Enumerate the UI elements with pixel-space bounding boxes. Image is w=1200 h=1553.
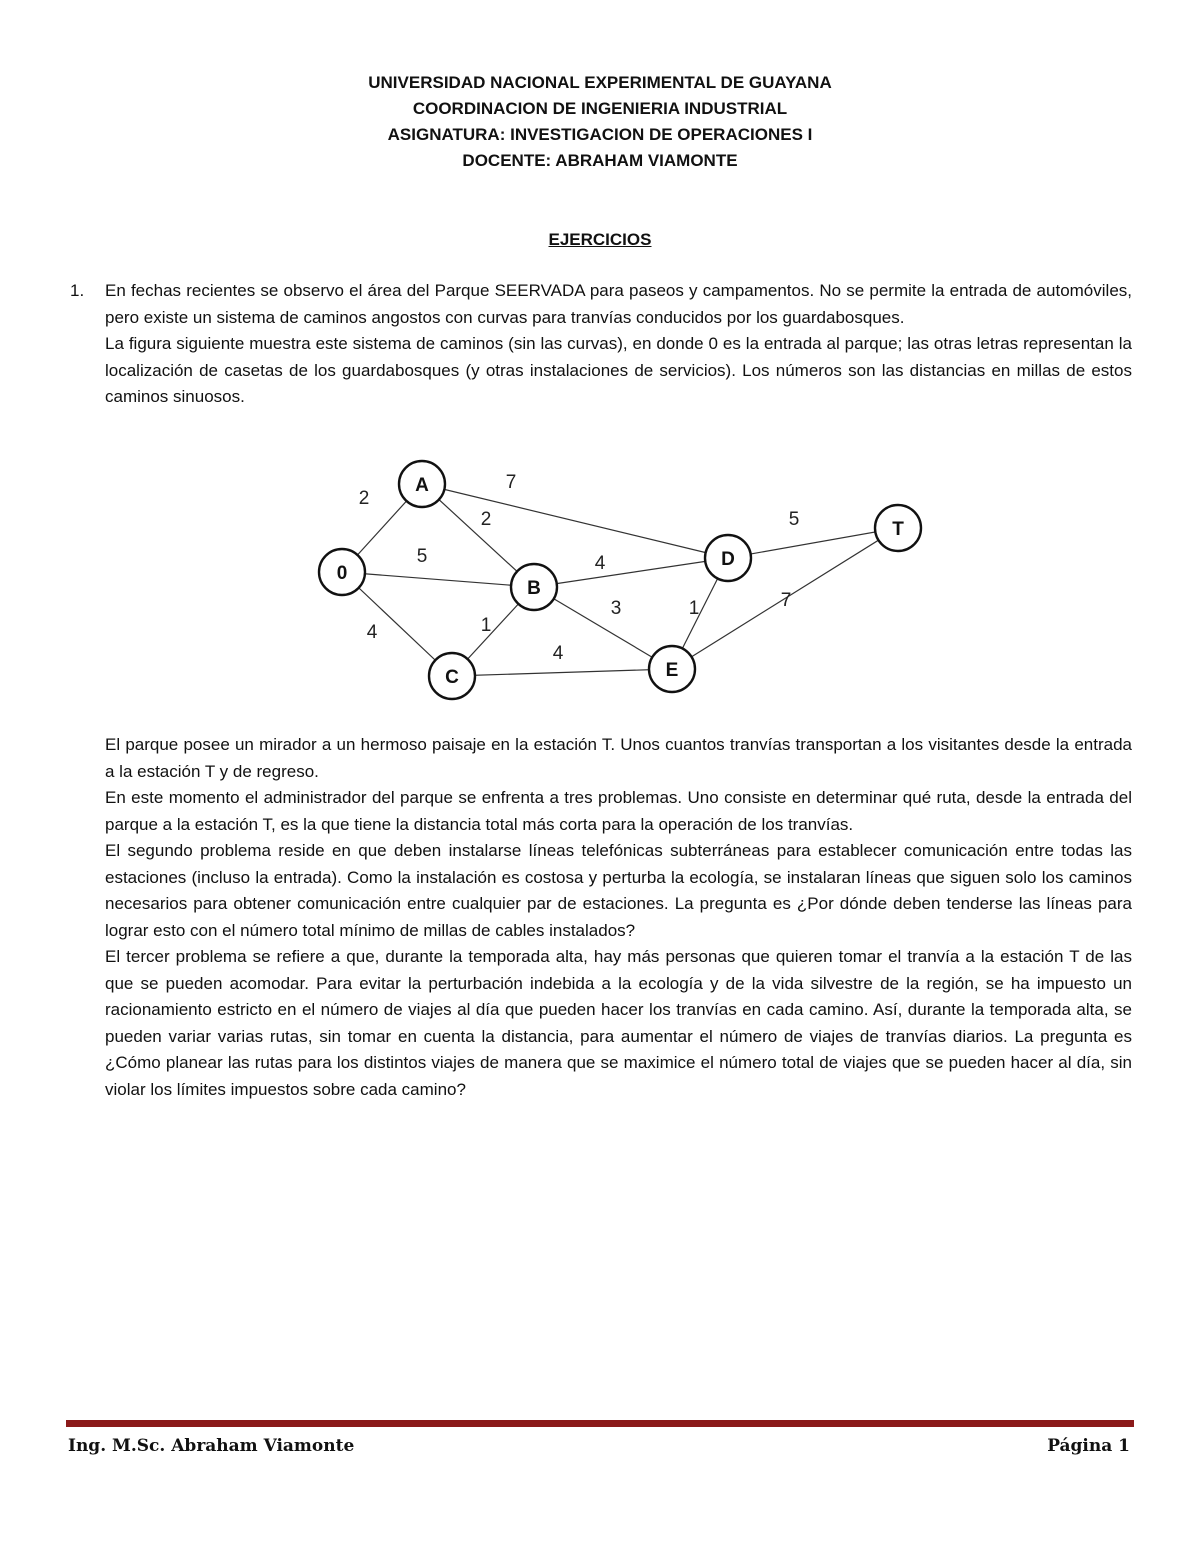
edge-weight-D-E: 1 xyxy=(688,598,700,619)
edge-weight-0-B: 5 xyxy=(416,546,428,567)
node-label: 0 xyxy=(336,563,348,584)
exercise-number: 1. xyxy=(70,281,85,300)
exercise-intro: En fechas recientes se observo el área del Parque SEERVADA para paseos y campamentos. No se permite la entrada de automóviles, pero existe un sistema de caminos angostos con curvas para tranvías conducidos por los guardabosques. xyxy=(105,281,1132,327)
paragraph-viewpoint: El parque posee un mirador a un hermoso paisaje en la estación T. Unos cuantos tranvías transportan a los visitantes desde la entrada a la estación T y de regreso. xyxy=(105,735,1132,781)
edge-weight-B-E: 3 xyxy=(610,598,622,619)
exercise-body xyxy=(105,278,1132,411)
edge-weight-D-T: 5 xyxy=(788,509,800,530)
figure-description: La figura siguiente muestra este sistema de caminos (sin las curvas), en donde 0 es la entrada al parque; las otras letras representan la localización de casetas de los guardabosques (y otras instalaciones de servicios). Los números son las distancias en millas de estos caminos sinuosos. xyxy=(105,334,1132,406)
node-label: B xyxy=(527,578,541,599)
paragraph-problem-2: El segundo problema reside en que deben instalarse líneas telefónicas subterráneas para establecer comunicación entre todas las estaciones (incluso la entrada). Como la instalación es costosa y perturba la ecología, se instalaran líneas que siguen solo los caminos necesarios para obtener comunicación entre cualquier par de estaciones. La pregunta es ¿Por dónde deben tenderse las líneas para lograr esto con el número total mínimo de millas de cables instalados? xyxy=(105,841,1132,940)
document-header xyxy=(0,70,1200,174)
problem-statements xyxy=(105,732,1132,1103)
node-label: E xyxy=(665,660,679,681)
footer-page-number: Página 1 xyxy=(1047,1436,1130,1456)
footer-author: Ing. M.Sc. Abraham Viamonte xyxy=(68,1436,355,1456)
node-B xyxy=(511,564,557,610)
network-diagram xyxy=(300,448,940,708)
section-title: EJERCICIOS xyxy=(548,230,652,249)
node-A xyxy=(399,461,445,507)
node-D xyxy=(705,535,751,581)
edge-weight-0-A: 2 xyxy=(358,488,370,509)
university-name: UNIVERSIDAD NACIONAL EXPERIMENTAL DE GUAYANA xyxy=(368,73,832,92)
coordination-name: COORDINACION DE INGENIERIA INDUSTRIAL xyxy=(412,99,788,118)
edge-weight-E-T: 7 xyxy=(780,590,792,611)
paragraph-problem-1: En este momento el administrador del parque se enfrenta a tres problemas. Uno consiste en determinar qué ruta, desde la entrada del parque a la estación T, es la que tiene la distancia total más corta para la operación de los tranvías. xyxy=(105,788,1132,834)
edge-C-E xyxy=(452,669,672,676)
node-label: T xyxy=(892,519,904,540)
edge-weight-B-C: 1 xyxy=(480,615,492,636)
footer-rule xyxy=(66,1420,1134,1427)
node-label: D xyxy=(721,549,735,570)
node-T xyxy=(875,505,921,551)
node-C xyxy=(429,653,475,699)
paragraph-problem-3: El tercer problema se refiere a que, durante la temporada alta, hay más personas que quieren tomar el tranvía a la estación T de las que se pueden acomodar. Para evitar la perturbación indebida a la ecología y de la vida silvestre de la región, se ha impuesto un racionamiento estricto en el número de viajes al día que pueden hacer los tranvías en cada camino. Así, durante la temporada alta, se pueden variar varias rutas, sin tomar en cuenta la distancia, para aumentar el número de viajes de tranvías diarios. La pregunta es ¿Cómo planear las rutas para los distintos viajes de manera que se maximice el número total de viajes que se pueden hacer al día, sin violar los límites impuestos sobre cada camino? xyxy=(105,947,1132,1099)
course-name: ASIGNATURA: INVESTIGACION DE OPERACIONES I xyxy=(387,125,813,144)
node-label: C xyxy=(445,667,459,688)
edge-D-T xyxy=(728,528,898,558)
edge-A-D xyxy=(422,484,728,558)
edge-B-D xyxy=(534,558,728,587)
edge-weight-C-E: 4 xyxy=(552,643,564,664)
teacher-name: DOCENTE: ABRAHAM VIAMONTE xyxy=(462,151,738,170)
edge-weight-A-D: 7 xyxy=(505,472,517,493)
network-graph xyxy=(300,448,940,708)
edge-0-B xyxy=(342,572,534,587)
node-E xyxy=(649,646,695,692)
edge-weight-0-C: 4 xyxy=(366,622,378,643)
edge-weight-B-D: 4 xyxy=(594,553,606,574)
node-label: A xyxy=(415,475,429,496)
node-0 xyxy=(319,549,365,595)
edge-weight-A-B: 2 xyxy=(480,509,492,530)
